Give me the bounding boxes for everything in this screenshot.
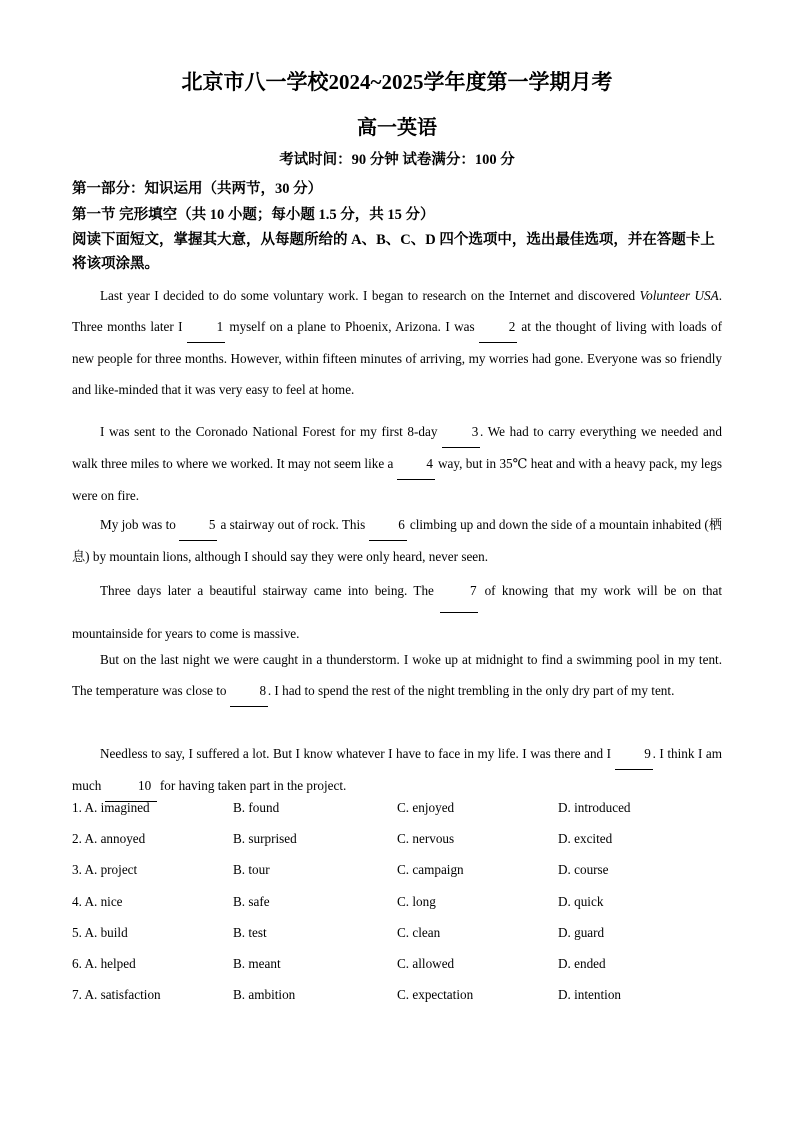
option-d: D. intention bbox=[558, 987, 622, 1003]
option-row bbox=[72, 862, 722, 893]
blank-6: 6 bbox=[369, 509, 407, 541]
exam-subject: 高一英语 bbox=[357, 117, 437, 139]
option-row bbox=[72, 925, 722, 956]
option-c: C. enjoyed bbox=[397, 800, 455, 815]
option-a: 5. A. build bbox=[72, 924, 128, 940]
option-row bbox=[72, 831, 722, 862]
option-b: B. test bbox=[233, 924, 267, 940]
option-c: C. campaign bbox=[397, 862, 464, 878]
option-b: B. found bbox=[233, 800, 280, 815]
option-b: B. safe bbox=[233, 893, 270, 909]
exam-info: 考试时间：90 分钟 试卷满分：100 分 bbox=[279, 152, 515, 168]
option-c: C. clean bbox=[397, 924, 441, 940]
blank-1: 1 bbox=[187, 311, 225, 343]
option-b: B. tour bbox=[233, 862, 270, 878]
option-row bbox=[72, 956, 722, 987]
option-b: B. surprised bbox=[233, 831, 297, 847]
option-d: D. introduced bbox=[558, 800, 631, 815]
option-b: B. meant bbox=[233, 955, 281, 971]
option-d: D. excited bbox=[558, 831, 613, 847]
option-c: C. nervous bbox=[397, 831, 455, 847]
blank-9: 9 bbox=[615, 738, 653, 770]
passage-paragraph-2: I was sent to the Coronado National Forest for my first 8-day 3 . We had to carry everything we needed and walk three miles to where we worked. It may not seem like a 4 way, but in 35℃ heat and with a heavy pack, my legs were on fire. bbox=[72, 416, 722, 511]
blank-3: 3 bbox=[442, 416, 480, 448]
option-d: D. course bbox=[558, 862, 609, 878]
option-a: 2. A. annoyed bbox=[72, 831, 146, 847]
option-b: B. ambition bbox=[233, 987, 296, 1003]
passage-paragraph-1: Last year I decided to do some voluntary work. I began to research on the Internet and discovered Volunteer USA. Three months later I 1 myself on a plane to Phoenix, Arizona. I was 2 at the thought of living with loads of new people for three months. However, within fifteen minutes of arriving, my worries had gone. Everyone was so friendly and like-minded that it was very easy to feel at home. bbox=[72, 288, 723, 397]
passage-paragraph-4: Three days later a beautiful stairway came into being. The 7 of knowing that my work will be on that mountainside for years to come is massive. bbox=[72, 570, 722, 655]
exam-title: 北京市八一学校2024~2025学年度第一学期月考 bbox=[181, 70, 613, 94]
blank-7: 7 bbox=[440, 570, 478, 613]
option-a: 4. A. nice bbox=[72, 893, 123, 909]
option-a: 3. A. project bbox=[72, 862, 138, 878]
part-heading: 第一部分：知识运用（共两节，30 分） bbox=[72, 181, 323, 197]
blank-10: 10 bbox=[105, 770, 157, 802]
option-a: 6. A. helped bbox=[72, 955, 136, 971]
section-heading: 第一节 完形填空（共 10 小题；每小题 1.5 分，共 15 分） bbox=[72, 207, 435, 223]
option-row bbox=[72, 894, 722, 925]
option-c: C. expectation bbox=[397, 987, 474, 1003]
option-d: D. guard bbox=[558, 924, 605, 940]
option-c: C. long bbox=[397, 893, 436, 909]
blank-5: 5 bbox=[179, 509, 217, 541]
section-instruction: 阅读下面短文，掌握其大意，从每题所给的 A、B、C、D 四个选项中，选出最佳选项，并在答题卡上将该项涂黑。 bbox=[72, 232, 715, 272]
option-a: 1. A. imagined bbox=[72, 800, 150, 815]
option-d: D. quick bbox=[558, 893, 604, 909]
blank-2: 2 bbox=[479, 311, 517, 343]
option-d: D. ended bbox=[558, 955, 606, 971]
blank-8: 8 bbox=[230, 675, 268, 707]
passage-paragraph-6: Needless to say, I suffered a lot. But I know whatever I have to face in my life. I was there and I 9 . I think I am much 10 for having taken part in the project. bbox=[72, 738, 722, 802]
volunteer-usa-name: Volunteer USA bbox=[639, 288, 719, 303]
option-row bbox=[72, 800, 722, 831]
answer-options bbox=[72, 800, 722, 1018]
option-row bbox=[72, 987, 722, 1018]
passage-paragraph-3: My job was to 5 a stairway out of rock. This 6 climbing up and down the side of a mountain inhabited (栖息) by mountain lions, although I should say they were only heard, never seen. bbox=[72, 509, 722, 572]
passage-paragraph-5: But on the last night we were caught in a thunderstorm. I woke up at midnight to find a swimming pool in my tent. The temperature was close to 8 . I had to spend the rest of the night trembling in the only dry part of my tent. bbox=[72, 644, 722, 707]
option-a: 7. A. satisfaction bbox=[72, 987, 161, 1003]
option-c: C. allowed bbox=[397, 955, 455, 971]
blank-4: 4 bbox=[397, 448, 435, 480]
